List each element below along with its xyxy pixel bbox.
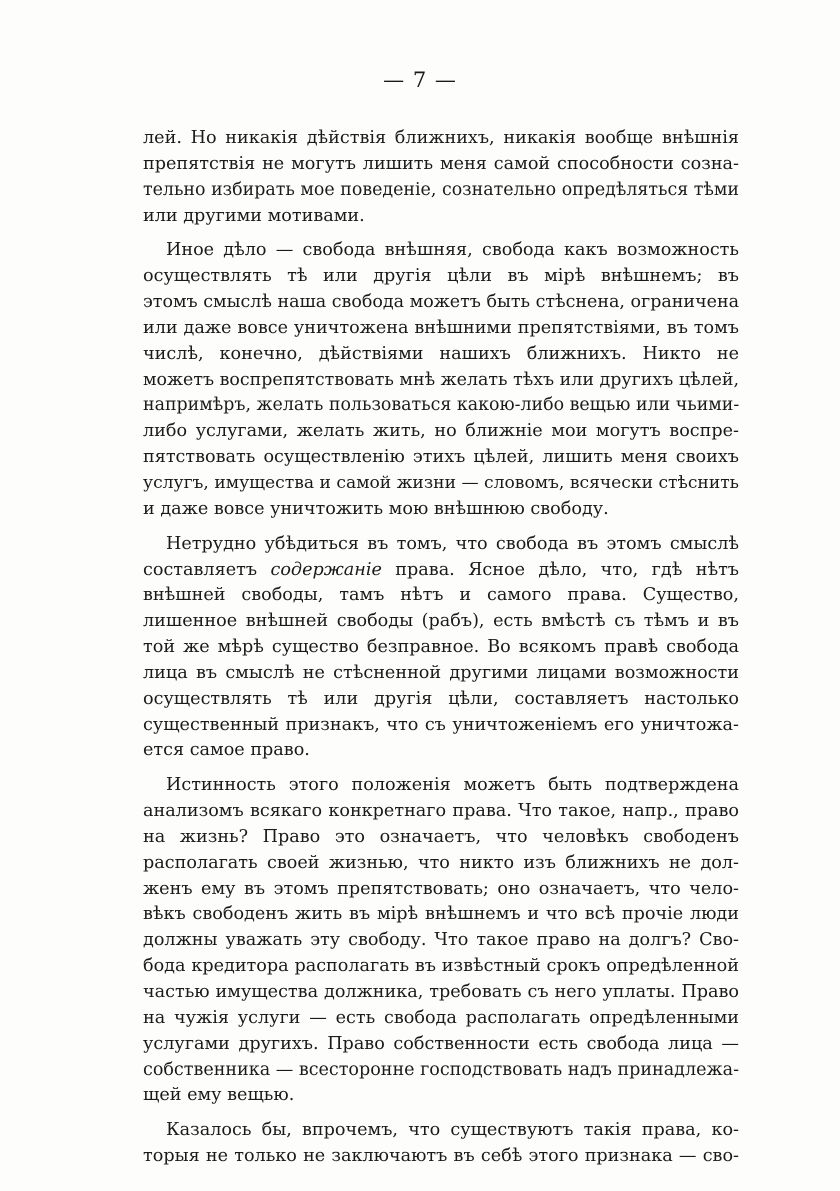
text-line: торыя не только не заключаютъ въ себѣ этого признака — сво- — [143, 1146, 739, 1167]
text-line: можетъ воспрепятствовать мнѣ желать тѣхъ или другихъ цѣлей, — [143, 369, 739, 390]
text-line: располагать своей жизнью, что никто изъ ближнихъ не дол- — [143, 852, 739, 873]
text-line: числѣ, конечно, дѣйствіями нашихъ ближнихъ. Никто не — [143, 343, 739, 364]
text-line: лишенное внѣшней свободы (рабъ), есть вмѣстѣ съ тѣмъ и въ — [143, 611, 739, 632]
text-line: услугъ, имущества и самой жизни — словомъ, всячески стѣснить — [143, 472, 739, 493]
text-line: собственника — всесторонне господствовать надъ принадлежа- — [143, 1059, 739, 1080]
text-line: Казалось бы, впрочемъ, что существуютъ такія права, ко- — [166, 1120, 739, 1141]
text-line: лица въ смыслѣ не стѣсненной другими лицами возможности — [143, 662, 739, 683]
paragraph-gap — [143, 764, 739, 773]
paragraph-gap — [143, 1109, 739, 1118]
page-number: — 7 — — [383, 68, 457, 92]
text-line: или даже вовсе уничтожена внѣшними препятствіями, въ томъ — [143, 317, 739, 338]
text-line: внѣшней свободы, тамъ нѣтъ и самого права. Существо, — [143, 585, 739, 606]
text-line: этомъ смыслѣ наша свобода можетъ быть стѣснена, ограничена — [143, 292, 740, 313]
text-line: осуществлять тѣ или другія цѣли, составляетъ настолько — [143, 688, 739, 709]
text-line: щей ему вещью. — [143, 1085, 295, 1106]
text-line: женъ ему въ этомъ препятствовать; оно означаетъ, что чело- — [143, 878, 739, 899]
paragraph — [143, 773, 739, 1109]
text-line: анализомъ всякаго конкретнаго права. Что такое, напр., право — [143, 801, 739, 822]
text-line: составляетъ содержаніе права. Ясное дѣло, что, гдѣ нѣтъ — [143, 559, 740, 580]
text-line: бода кредитора располагать въ извѣстный срокъ опредѣленной — [143, 956, 739, 977]
text-line: либо услугами, желать жить, но ближніе мои могутъ воспре- — [143, 421, 739, 442]
text-line: Нетрудно убѣдиться въ томъ, что свобода въ этомъ смыслѣ — [166, 533, 739, 554]
text-line: на жизнь? Право это означаетъ, что человѣкъ свободенъ — [143, 826, 739, 847]
text-line: существенный признакъ, что съ уничтоженіемъ его уничтожа- — [143, 714, 739, 735]
paragraph-gap — [143, 523, 739, 532]
emphasized-word: содержаніе — [270, 559, 382, 580]
text-line: услугами другихъ. Право собственности есть свобода лица — — [143, 1033, 739, 1054]
page-body-text — [143, 126, 739, 1170]
paragraph-gap — [143, 229, 739, 238]
paragraph — [143, 1118, 739, 1170]
text-line: напримѣръ, желать пользоваться какою-либо вещью или чьими- — [143, 395, 740, 416]
text-line: той же мѣрѣ существо безправное. Во всякомъ правѣ свобода — [143, 637, 739, 658]
text-line: Истинность этого положенія можетъ быть подтверждена — [166, 775, 739, 796]
text-line: пятствовать осуществленію этихъ цѣлей, лишить меня своихъ — [143, 447, 739, 468]
text-line: Иное дѣло — свобода внѣшняя, свобода какъ возможность — [166, 240, 739, 261]
text-line: на чужія услуги — есть свобода располагать опредѣленными — [143, 1007, 739, 1028]
text-line: вѣкъ свободенъ жить въ мірѣ внѣшнемъ и что всѣ прочіе люди — [143, 904, 739, 925]
text-line: препятствія не могутъ лишить меня самой способности созна- — [143, 153, 739, 174]
text-line: или другими мотивами. — [143, 205, 365, 226]
paragraph — [143, 238, 739, 522]
text-line: и даже вовсе уничтожить мою внѣшнюю свободу. — [143, 498, 609, 519]
paragraph — [143, 532, 739, 765]
text-line: тельно избирать мое поведеніе, сознательно опредѣляться тѣми — [143, 179, 739, 200]
text-line: лей. Но никакія дѣйствія ближнихъ, никакія вообще внѣшнія — [143, 128, 739, 148]
text-line: ется самое право. — [143, 740, 310, 761]
text-line: частью имущества должника, требовать съ него уплаты. Право — [143, 982, 739, 1002]
text-line: должны уважать эту свободу. Что такое право на долгъ? Сво- — [143, 930, 739, 951]
paragraph — [143, 126, 739, 229]
text-line: осуществлять тѣ или другія цѣли въ мірѣ внѣшнемъ; въ — [143, 266, 739, 287]
